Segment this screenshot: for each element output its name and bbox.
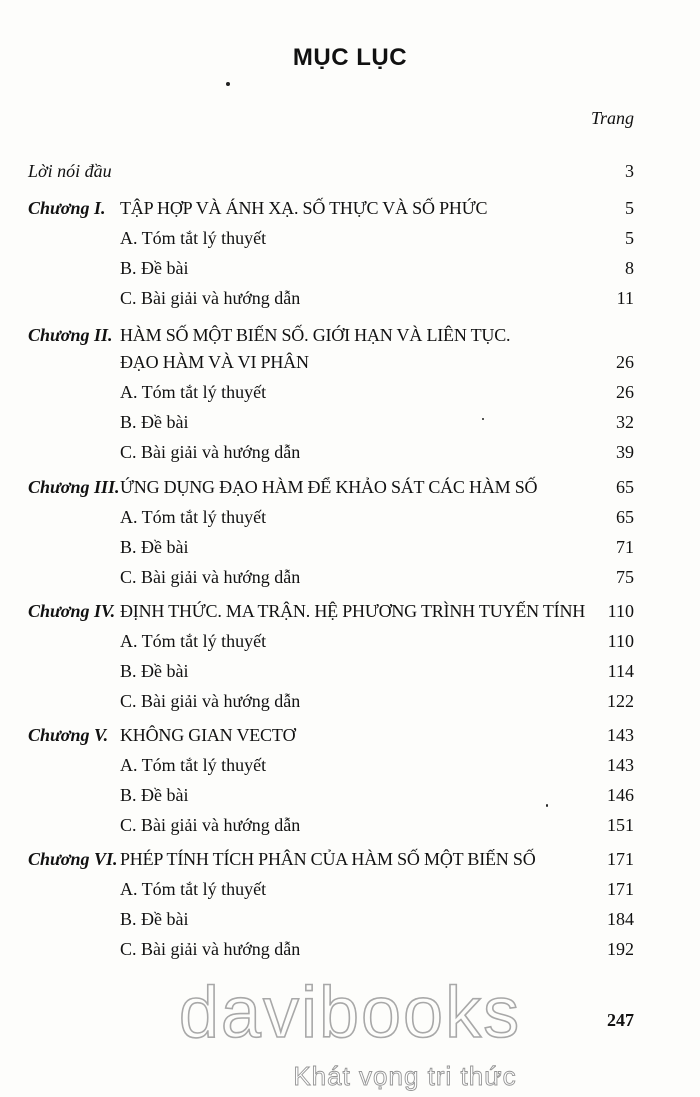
toc-section-row bbox=[28, 534, 634, 560]
chapter-title: ĐẠO HÀM VÀ VI PHÂN bbox=[120, 352, 309, 372]
section-title: A. Tóm tắt lý thuyết bbox=[120, 755, 267, 775]
page-number: 146 bbox=[607, 785, 634, 805]
chapter-title: HÀM SỐ MỘT BIẾN SỐ. GIỚI HẠN VÀ LIÊN TỤC. bbox=[120, 325, 511, 345]
page-number: 5 bbox=[625, 228, 634, 248]
page-number: 171 bbox=[607, 879, 634, 899]
page-number: 11 bbox=[616, 288, 634, 308]
watermark-brand: davibooks bbox=[178, 975, 522, 1053]
page-number: 143 bbox=[607, 725, 634, 745]
page-number: 39 bbox=[616, 442, 634, 462]
toc-chapter-row bbox=[28, 846, 634, 872]
page-number: 3 bbox=[625, 161, 634, 181]
section-title: C. Bài giải và hướng dẫn bbox=[120, 815, 301, 835]
toc-section-row bbox=[28, 906, 634, 932]
toc-section-row bbox=[28, 504, 634, 530]
toc-section-row bbox=[28, 876, 634, 902]
page-number: 65 bbox=[616, 477, 634, 497]
toc-section-row bbox=[28, 628, 634, 654]
page-title: MỤC LỤC bbox=[292, 44, 408, 71]
chapter-title: ĐỊNH THỨC. MA TRẬN. HỆ PHƯƠNG TRÌNH TUYẾN TÍNH bbox=[120, 601, 586, 621]
page-number: 143 bbox=[607, 755, 634, 775]
toc-section-row bbox=[28, 564, 634, 590]
page-number: 184 bbox=[607, 909, 634, 929]
section-title: C. Bài giải và hướng dẫn bbox=[120, 442, 301, 462]
toc-section-row bbox=[28, 379, 634, 405]
section-title: A. Tóm tắt lý thuyết bbox=[120, 879, 267, 899]
page-number: 122 bbox=[607, 691, 634, 711]
toc-section-row bbox=[28, 688, 634, 714]
toc-section-row bbox=[28, 658, 634, 684]
toc-chapter-row bbox=[28, 349, 634, 375]
toc-section-row bbox=[28, 752, 634, 778]
toc-chapter-row bbox=[28, 322, 634, 348]
page-number: 8 bbox=[625, 258, 634, 278]
toc-preface-row bbox=[28, 158, 634, 184]
chapter-label: Chương V. bbox=[28, 725, 109, 745]
chapter-title: ỨNG DỤNG ĐẠO HÀM ĐỂ KHẢO SÁT CÁC HÀM SỐ bbox=[120, 477, 538, 497]
section-title: B. Đề bài bbox=[120, 661, 189, 681]
page-number: 114 bbox=[607, 661, 634, 681]
page-column-label: Trang bbox=[590, 108, 634, 128]
section-title: A. Tóm tắt lý thuyết bbox=[120, 382, 267, 402]
toc-section-row bbox=[28, 782, 634, 808]
page-number: 65 bbox=[616, 507, 634, 527]
section-title: B. Đề bài bbox=[120, 412, 189, 432]
toc-section-row bbox=[28, 812, 634, 838]
toc-section-row bbox=[28, 255, 634, 281]
section-title: C. Bài giải và hướng dẫn bbox=[120, 691, 301, 711]
page-number: 192 bbox=[607, 939, 634, 959]
chapter-title: PHÉP TÍNH TÍCH PHÂN CỦA HÀM SỐ MỘT BIẾN SỐ bbox=[120, 849, 536, 869]
toc-section-row bbox=[28, 225, 634, 251]
section-title: B. Đề bài bbox=[120, 537, 189, 557]
page-number: 151 bbox=[607, 815, 634, 835]
footer-page-number: 247 bbox=[607, 1010, 634, 1030]
section-title: A. Tóm tắt lý thuyết bbox=[120, 507, 267, 527]
chapter-title: TẬP HỢP VÀ ÁNH XẠ. SỐ THỰC VÀ SỐ PHỨC bbox=[120, 198, 488, 218]
page-number: 26 bbox=[616, 382, 634, 402]
section-title: A. Tóm tắt lý thuyết bbox=[120, 228, 267, 248]
watermark-tagline: Khát vọng tri thức bbox=[293, 1061, 517, 1091]
watermark-logo bbox=[150, 975, 550, 1095]
toc-chapter-row bbox=[28, 195, 634, 221]
chapter-label: Chương I. bbox=[28, 198, 106, 218]
chapter-label: Chương II. bbox=[28, 325, 113, 345]
toc-chapter-row bbox=[28, 722, 634, 748]
section-title: C. Bài giải và hướng dẫn bbox=[120, 939, 301, 959]
toc-section-row bbox=[28, 936, 634, 962]
page-number: 75 bbox=[616, 567, 634, 587]
page-number: 110 bbox=[607, 601, 634, 621]
chapter-label: Chương VI. bbox=[28, 849, 118, 869]
chapter-label: Chương III. bbox=[28, 477, 120, 497]
chapter-label: Chương IV. bbox=[28, 601, 116, 621]
preface-title: Lời nói đầu bbox=[28, 161, 112, 181]
ink-speck bbox=[226, 82, 230, 86]
page-number: 32 bbox=[616, 412, 634, 432]
chapter-title: KHÔNG GIAN VECTƠ bbox=[120, 725, 296, 745]
toc-chapter-row bbox=[28, 474, 634, 500]
section-title: A. Tóm tắt lý thuyết bbox=[120, 631, 267, 651]
page-number: 26 bbox=[616, 352, 634, 372]
page-number: 110 bbox=[607, 631, 634, 651]
toc-chapter-row bbox=[28, 598, 634, 624]
page-number: 71 bbox=[616, 537, 634, 557]
page-number: 5 bbox=[625, 198, 634, 218]
toc-section-row bbox=[28, 285, 634, 311]
section-title: C. Bài giải và hướng dẫn bbox=[120, 567, 301, 587]
toc-section-row bbox=[28, 439, 634, 465]
section-title: B. Đề bài bbox=[120, 909, 189, 929]
page-number: 171 bbox=[607, 849, 634, 869]
section-title: B. Đề bài bbox=[120, 785, 189, 805]
section-title: B. Đề bài bbox=[120, 258, 189, 278]
section-title: C. Bài giải và hướng dẫn bbox=[120, 288, 301, 308]
toc-section-row bbox=[28, 409, 634, 435]
